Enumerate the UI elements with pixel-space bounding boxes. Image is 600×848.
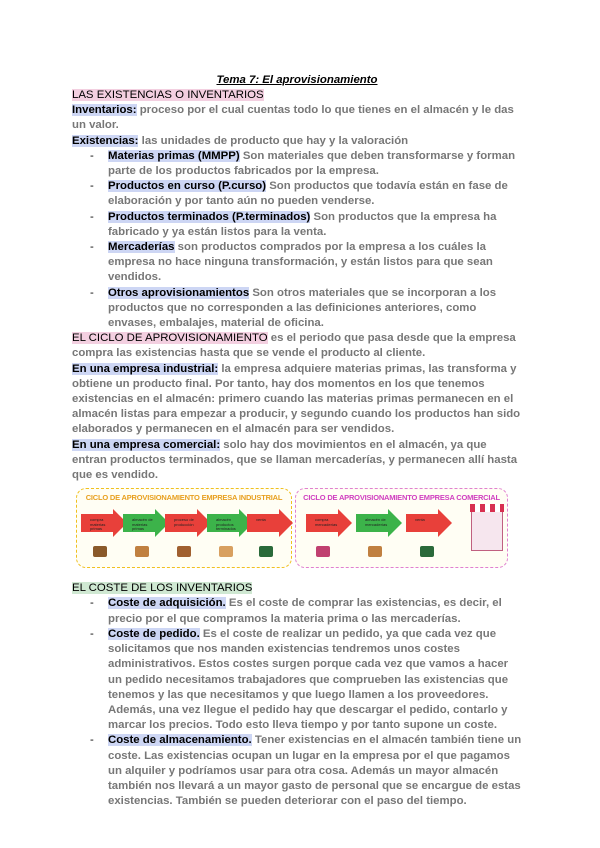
list-item-text: son productos comprados por la empresa a los cuáles la empresa no hace ninguna transformación, y están listos para que sean vendidos.: [108, 241, 493, 284]
cash-register-icon: [259, 546, 273, 557]
industrial-cycle-title: CICLO DE APROVISIONAMIENTO EMPRESA INDUSTRIAL: [85, 493, 283, 503]
paragraph-ciclo: [72, 331, 522, 361]
step-arrow-icon: [165, 509, 211, 537]
step-label: compra mercaderías: [315, 517, 338, 527]
list-item: [72, 596, 522, 626]
text-ciclo: es el periodo que pasa desde que la empresa compra las existencias hasta que se vende el producto al cliente.: [72, 332, 516, 360]
industrial-cycle-panel: [76, 488, 292, 568]
commercial-cycle-panel: [295, 488, 508, 568]
list-item-text: Son materiales que deben transformarse y forman parte de los productos fabricados por la empresa.: [108, 149, 516, 178]
factory-icon: [177, 546, 191, 557]
list-item-term: Productos terminados (P.terminados): [108, 210, 311, 223]
step-label: almacén de mercaderías: [365, 517, 388, 527]
coste-list: [72, 596, 522, 809]
page-title: Tema 7: El aprovisionamiento: [216, 74, 378, 86]
shopping-cart-icon: [316, 546, 330, 557]
term-inventarios: Inventarios:: [72, 104, 137, 117]
list-item-term: Mercaderías: [108, 241, 175, 254]
list-item-text: Son otros materiales que se incorporan a los productos que no corresponden a las definiciones anteriores, como envases, embalajes, material de oficina.: [108, 286, 497, 330]
paragraph-industrial: [72, 362, 522, 438]
list-item-text: Son productos que la empresa ha fabricado y ya están listos para la venta.: [108, 210, 497, 238]
text-existencias: las unidades de producto que hay y la valoración: [138, 134, 409, 147]
list-item-text: Son productos que todavía están en fase de elaboración y por tanto aún no pueden venderse.: [108, 180, 508, 208]
section-heading-existencias: [72, 88, 522, 103]
step-arrow-icon: [247, 509, 293, 537]
boxes-icon: [93, 546, 107, 557]
text-inventarios: proceso por el cual cuentas todo lo que tienes en el almacén y le das un valor.: [72, 104, 514, 132]
list-item: [72, 240, 522, 286]
step-label: venta: [415, 517, 425, 523]
warehouse-icon: [135, 546, 149, 557]
step-arrow-icon: [356, 509, 402, 537]
step-arrow-icon: [406, 509, 452, 537]
step-label: compra materias primas: [90, 517, 106, 532]
term-industrial: En una empresa industrial:: [72, 362, 219, 375]
list-item-term: Otros aprovisionamientos: [108, 286, 250, 299]
list-item-term: Coste de almacenamiento.: [108, 734, 252, 747]
list-item: [72, 210, 522, 240]
step-arrow-icon: [123, 509, 169, 537]
list-item-text: Tener existencias en el almacén también tiene un coste. Las existencias ocupan un lugar en la empresa por el que pagamos un alquiler y podríamos usar para otra cosa. Además un mayor almacén también nos llevará a un mayor gasto de personal que se encargue de estas existencias. También se pueden deteriorar con el paso del tiempo.: [108, 734, 522, 808]
list-item: [72, 286, 522, 332]
dash-bullet: -: [90, 149, 94, 162]
heading-highlight: EL COSTE DE LOS INVENTARIOS: [72, 582, 253, 595]
list-item-term: Coste de pedido.: [108, 627, 200, 640]
warehouse-icon: [368, 546, 382, 557]
step-label: almacén productos terminados: [216, 517, 236, 532]
dash-bullet: -: [90, 210, 94, 223]
list-item-text: Es el coste de comprar las existencias, es decir, el precio por el que compramos la materia prima o las mercaderías.: [108, 597, 502, 625]
dash-bullet: -: [90, 734, 94, 747]
list-item-term: Materias primas (MMPP): [108, 149, 240, 162]
paragraph-existencias: [72, 134, 522, 149]
cash-register-icon: [420, 546, 434, 557]
list-item-term: Productos en curso (P.curso): [108, 180, 267, 193]
cycle-infographic: [72, 488, 522, 574]
dash-bullet: -: [90, 241, 94, 254]
shop-icon: [471, 505, 503, 551]
list-item: [72, 179, 522, 209]
dash-bullet: -: [90, 627, 94, 640]
list-item-term: Coste de adquisición.: [108, 597, 226, 610]
section-heading-ciclo: EL CICLO DE APROVISIONAMIENTO: [72, 332, 268, 345]
list-item: [72, 733, 522, 809]
shop-awning: [470, 504, 504, 512]
existencias-list: [72, 149, 522, 331]
warehouse-icon: [219, 546, 233, 557]
step-label: proceso de producción: [174, 517, 194, 527]
list-item: [72, 149, 522, 179]
text-industrial: la empresa adquiere materias primas, las transforma y obtiene un producto final. Por tanto, hay dos momentos en los que tenemos existencias en el almacén: primero cuando las materias primas permanecen en el almacén listas para empezar a producir, y segundo cuando los productos han sido elaborados y permanecen en el almacén para ser vendidos.: [72, 362, 521, 436]
dash-bullet: -: [90, 286, 94, 299]
step-arrow-icon: [81, 509, 127, 537]
step-label: almacén de materias primas: [132, 517, 153, 532]
step-label: venta: [256, 517, 266, 523]
term-comercial: En una empresa comercial:: [72, 438, 221, 451]
list-item: [72, 627, 522, 733]
step-arrow-icon: [306, 509, 352, 537]
list-item-text: Es el coste de realizar un pedido, ya que cada vez que solicitamos que nos manden existencias tendremos unos costes administrativos. Estos costes surgen porque cada vez que vamos a hacer un pedido necesitamos trabajadores que comprueben las existencias que tenemos y las que necesitamos y que luego llamen a los proveedores. Además, una vez llegue el pedido hay que descargar el pedido, contarlo y marcar los precios. Todo esto lleva tiempo y por tanto supone un coste.: [108, 627, 509, 732]
document-page: [72, 73, 522, 809]
commercial-cycle-title: CICLO DE APROVISIONAMIENTO EMPRESA COMERCIAL: [303, 493, 500, 503]
dash-bullet: -: [90, 180, 94, 193]
text-comercial: solo hay dos movimientos en el almacén, ya que entran productos terminados, que se llaman mercaderías, y permanecen allí hasta que es vendido.: [72, 438, 518, 482]
section-heading-coste: [72, 581, 522, 596]
dash-bullet: -: [90, 597, 94, 610]
paragraph-comercial: [72, 438, 522, 484]
paragraph-inventarios: [72, 103, 522, 133]
term-existencias: Existencias:: [72, 134, 139, 147]
heading-highlight: LAS EXISTENCIAS O INVENTARIOS: [72, 89, 264, 101]
